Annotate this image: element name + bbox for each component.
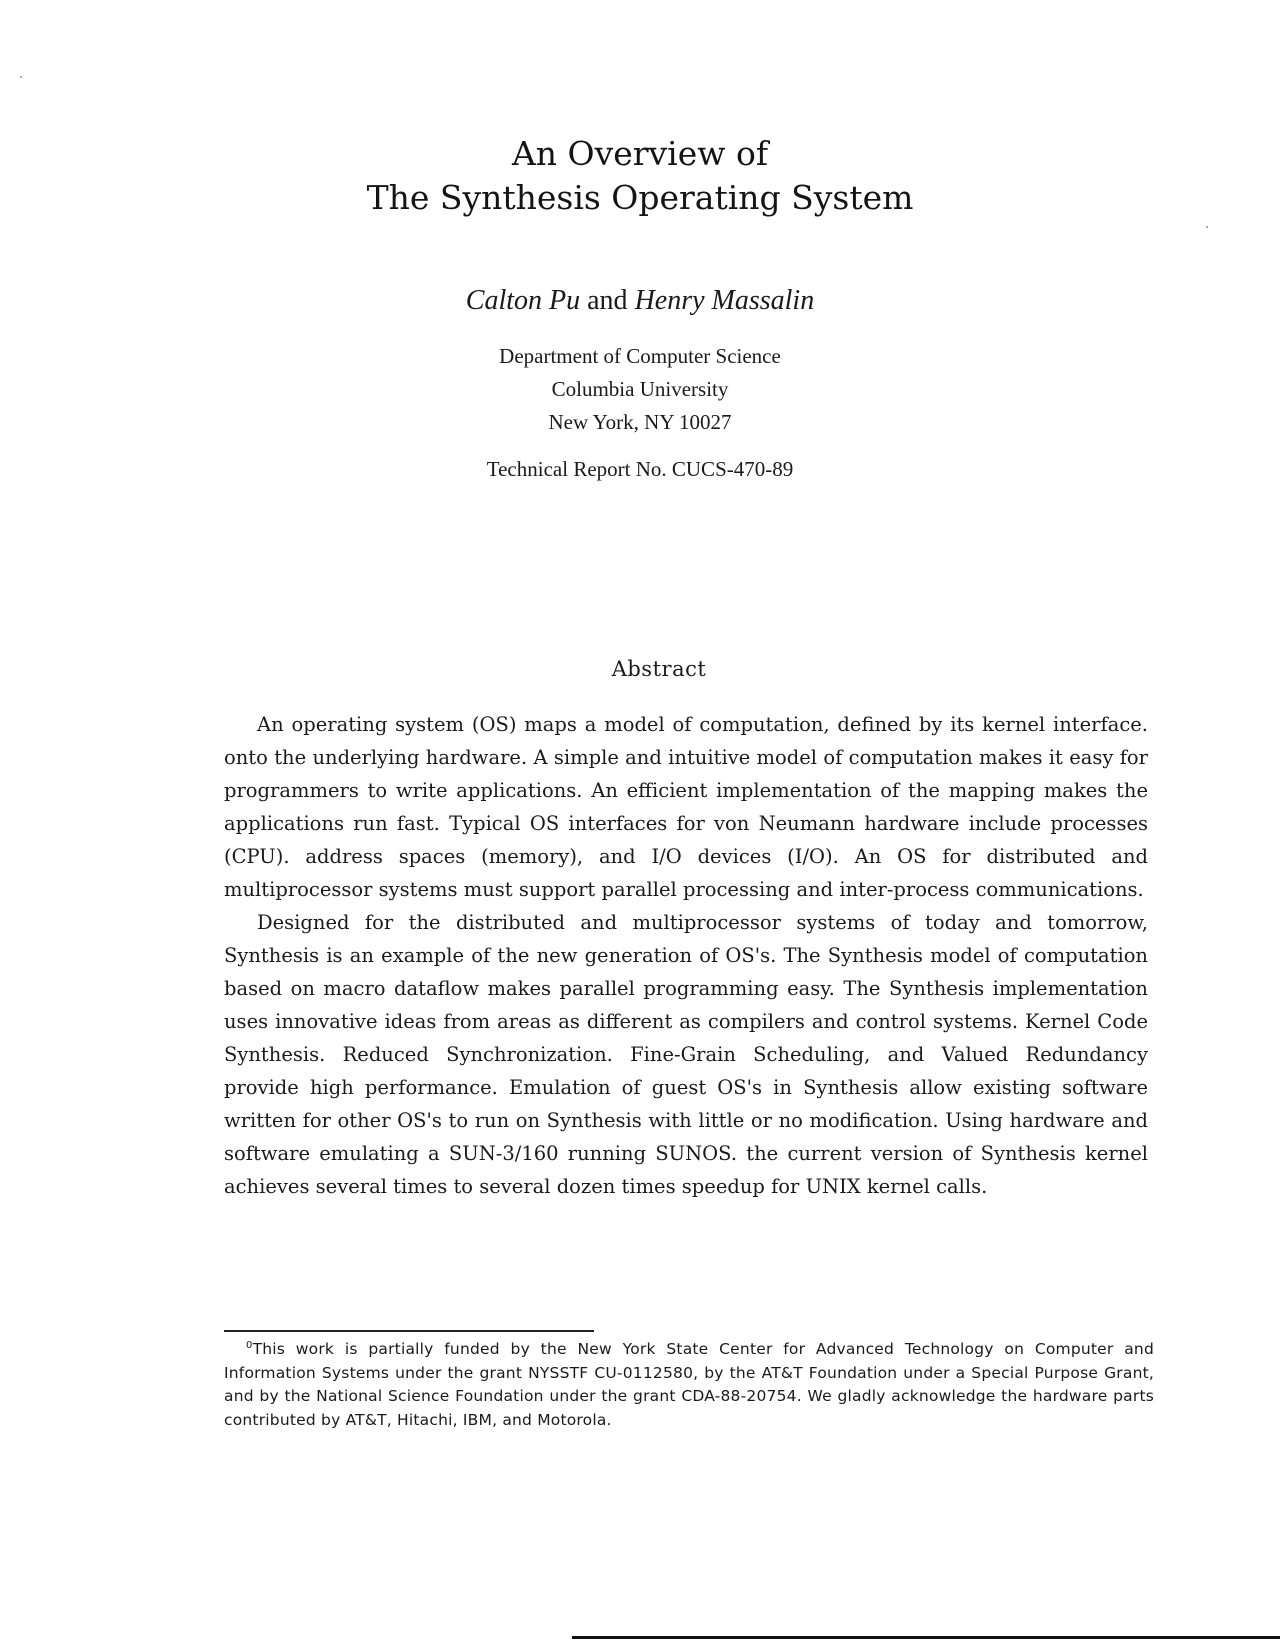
abstract-body bbox=[224, 708, 1148, 1203]
footnote bbox=[224, 1338, 1154, 1432]
title-line-2: The Synthesis Operating System bbox=[366, 178, 914, 217]
abstract-paragraph-2: Designed for the distributed and multiprocessor systems of today and tomorrow, Synthesis is an example of the new generation of OS's. The Synthesis model of computation based on macro dataflow makes parallel programming easy. The Synthesis implementation uses innovative ideas from areas as different as compilers and control systems. Kernel Code Synthesis. Reduced Synchronization. Fine-Grain Scheduling, and Valued Redundancy provide high performance. Emulation of guest OS's in Synthesis allow existing software written for other OS's to run on Synthesis with little or no modification. Using hardware and software emulating a SUN-3/160 running SUNOS. the current version of Synthesis kernel achieves several times to several dozen times speedup for UNIX kernel calls. bbox=[224, 911, 1148, 1198]
author-1: Calton Pu bbox=[465, 285, 581, 316]
abstract-heading: Abstract bbox=[611, 657, 707, 681]
abstract-paragraph-1: An operating system (OS) maps a model of computation, defined by its kernel interface. onto the underlying hardware. A simple and intuitive model of computation makes it easy for programmers to write applications. An efficient implementation of the mapping makes the applications run fast. Typical OS interfaces for von Neumann hardware include processes (CPU). address spaces (memory), and I/O devices (I/O). An OS for distributed and multiprocessor systems must support parallel processing and inter-process communications. bbox=[224, 713, 1148, 901]
department: Department of Computer Science bbox=[499, 344, 781, 368]
paper-title bbox=[0, 132, 1280, 220]
scan-speck bbox=[1206, 226, 1208, 228]
author-2: Henry Massalin bbox=[634, 285, 815, 316]
title-line-1: An Overview of bbox=[511, 134, 769, 173]
university: Columbia University bbox=[551, 377, 729, 401]
report-number: Technical Report No. CUCS-470-89 bbox=[486, 457, 794, 481]
footnote-marker: 0 bbox=[246, 1339, 253, 1351]
affiliation-block bbox=[0, 340, 1280, 439]
author-line bbox=[0, 284, 1280, 318]
author-connector: and bbox=[580, 285, 635, 316]
footnote-rule bbox=[224, 1330, 594, 1332]
footnote-text: This work is partially funded by the New York State Center for Advanced Technology on Computer and Information Systems under the grant NYSSTF CU-0112580, by the AT&T Foundation under a Special Purpose Grant, and by the National Science Foundation under the grant CDA-88-20754. We gladly acknowledge the hardware parts contributed by AT&T, Hitachi, IBM, and Motorola. bbox=[224, 1340, 1154, 1429]
address: New York, NY 10027 bbox=[548, 410, 732, 434]
bottom-edge-rule bbox=[572, 1636, 1280, 1639]
scan-speck bbox=[20, 76, 22, 78]
